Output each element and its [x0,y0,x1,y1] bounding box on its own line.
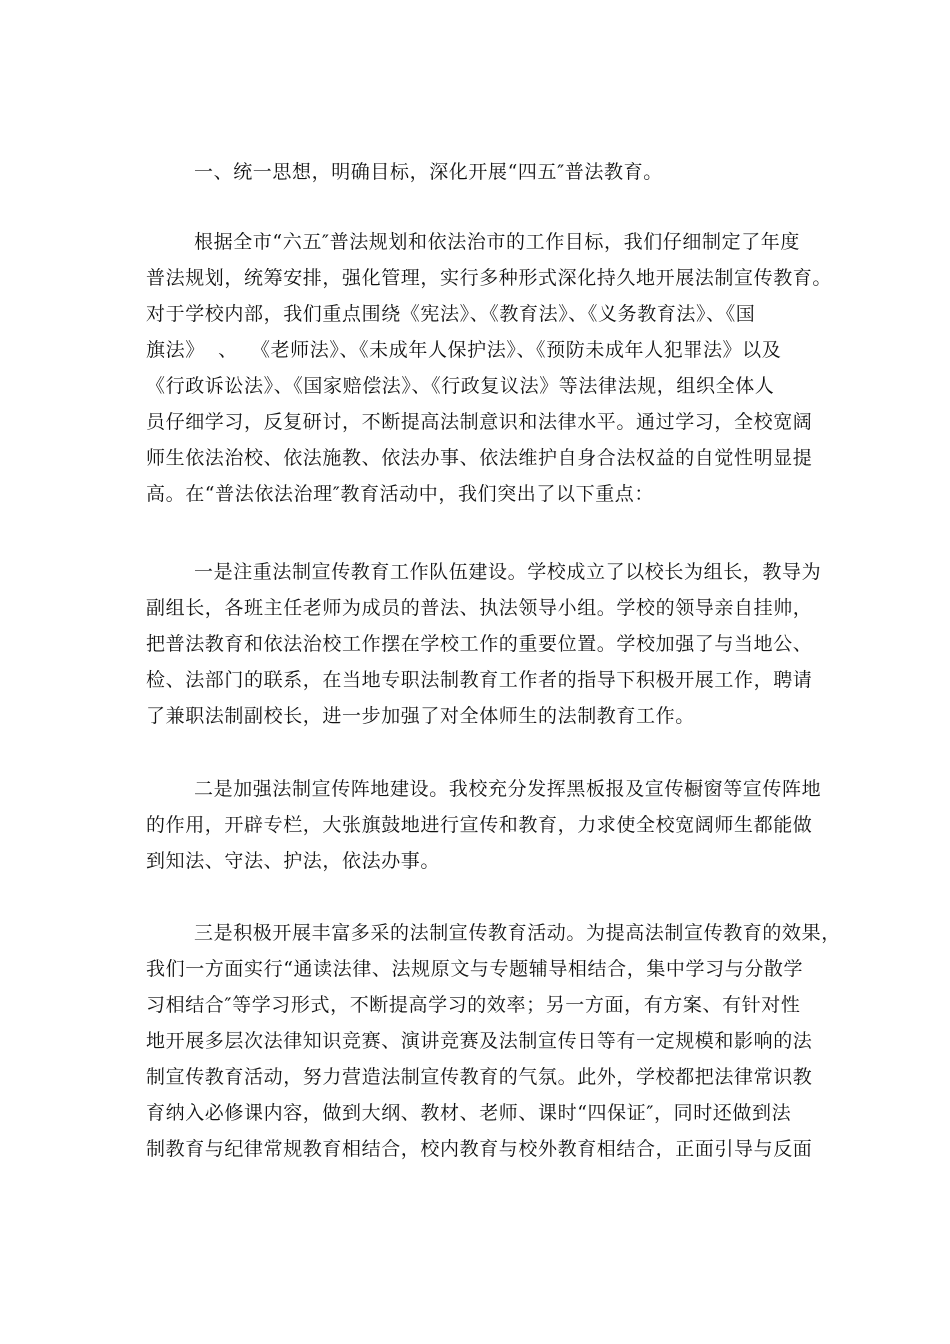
paragraph-line: 检、法部门的联系，在当地专职法制教育工作者的指导下积极开展工作，聘请 [146,669,813,691]
paragraph-line: 旗法》 、 《老师法》、《未成年人保护法》、《预防未成年人犯罪法》以及 [146,339,782,361]
paragraph-line: 我们一方面实行“通读法律、法规原文与专题辅导相结合，集中学习与分散学 [146,958,804,980]
paragraph-line: 制宣传教育活动，努力营造法制宣传教育的气氛。此外，学校都把法律常识教 [146,1066,813,1088]
paragraph-publicity-front [146,771,826,879]
paragraph-line: 副组长，各班主任老师为成员的普法、执法领导小组。学校的领导亲自挂帅， [146,597,813,619]
paragraph-heading [146,154,826,190]
paragraph-line: 对于学校内部，我们重点围绕《宪法》、《教育法》、《义务教育法》、《国 [146,303,756,325]
paragraph-line: 到知法、守法、护法，依法办事。 [146,850,441,872]
paragraph-line: 根据全市“六五″普法规划和依法治市的工作目标，我们仔细制定了年度 [194,231,801,253]
paragraph-line: 员仔细学习，反复研讨，不断提高法制意识和法律水平。通过学习，全校宽阔 [146,411,813,433]
paragraph-line: 习相结合″等学习形式，不断提高学习的效率；另一方面，有方案、有针对性 [146,994,801,1016]
paragraph-line: 三是积极开展丰富多采的法制宣传教育活动。为提高法制宣传教育的效果， [194,922,841,944]
paragraph-line: 一、统一思想，明确目标，深化开展“四五″普法教育。 [194,161,663,183]
paragraph-line: 一是注重法制宣传教育工作队伍建设。学校成立了以校长为组长，教导为 [194,561,822,583]
paragraph-line: 地开展多层次法律知识竞赛、演讲竞赛及法制宣传日等有一定规模和影响的法 [146,1030,813,1052]
paragraph-line: 普法规划，统筹安排，强化管理，实行多种形式深化持久地开展法制宣传教育。 [146,267,833,289]
paragraph-line: 高。在“普法依法治理″教育活动中，我们突出了以下重点： [146,483,655,505]
paragraph-line: 把普法教育和依法治校工作摆在学校工作的重要位置。学校加强了与当地公、 [146,633,813,655]
paragraph-line: 二是加强法制宣传阵地建设。我校充分发挥黑板报及宣传橱窗等宣传阵地 [194,778,822,800]
paragraph-line: 了兼职法制副校长，进一步加强了对全体师生的法制教育工作。 [146,705,695,727]
paragraph-line: 育纳入必修课内容，做到大纲、教材、老师、课时“四保证″，同时还做到法 [146,1102,792,1124]
paragraph-line: 师生依法治校、依法施教、依法办事、依法维护自身合法权益的自觉性明显提 [146,447,813,469]
paragraph-team-building [146,554,826,734]
paragraph-line: 的作用，开辟专栏，大张旗鼓地进行宣传和教育，力求使全校宽阔师生都能做 [146,814,813,836]
paragraph-activities [146,915,841,1167]
paragraph-line: 《行政诉讼法》、《国家赔偿法》、《行政复议法》等法律法规，组织全体人 [146,375,775,397]
paragraph-planning [146,224,833,512]
paragraph-line: 制教育与纪律常规教育相结合，校内教育与校外教育相结合，正面引导与反面 [146,1138,813,1160]
